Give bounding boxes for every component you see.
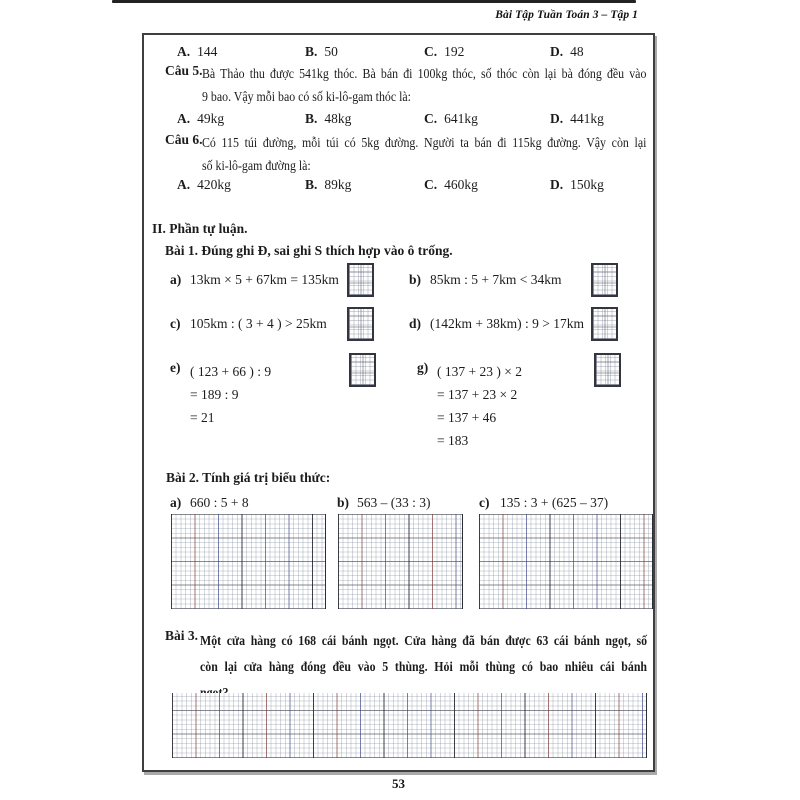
worksheet-content: [144, 35, 653, 770]
answer-option: [550, 111, 604, 127]
working-grid-2b: [338, 514, 463, 609]
answer-option: [305, 177, 351, 193]
item-label-2c: c): [479, 495, 490, 510]
answer-option: [424, 177, 478, 193]
option-letter: D.: [550, 177, 564, 192]
question-text-line: còn lại cửa hàng đóng đều vào 5 thùng. Hỏi mỗi thùng có bao nhiêu cái bánh: [200, 659, 648, 674]
answer-option: [424, 111, 478, 127]
option-value: 89kg: [324, 177, 352, 192]
item-label-g: g): [417, 360, 429, 375]
answer-grid-box-e: [349, 353, 376, 387]
answer-grid-box-c: [347, 307, 374, 341]
option-letter: D.: [550, 44, 564, 59]
option-value: 50: [324, 44, 338, 59]
option-value: 49kg: [197, 111, 225, 126]
equation-line: = 21: [190, 410, 215, 425]
working-grid-2a: [171, 514, 326, 609]
answer-grid-box-b: [591, 263, 618, 297]
answer-option: [424, 44, 464, 60]
options-row-cau6: [144, 177, 653, 195]
working-grid-2c: [479, 514, 653, 609]
question-text-line: Có 115 túi đường, mỗi túi có 5kg đường. Người ta bán đi 115kg đường. Vậy còn lại: [202, 135, 647, 150]
option-letter: A.: [177, 177, 191, 192]
item-expression-b: 85km : 5 + 7km < 34km: [430, 272, 562, 287]
equation-line: = 183: [437, 433, 469, 448]
item-working-g: [437, 360, 522, 452]
option-value: 420kg: [197, 177, 231, 192]
option-letter: D.: [550, 111, 564, 126]
running-head-title: Bài Tập Tuần Toán 3 – Tập 1: [495, 9, 638, 21]
equation-line: = 137 + 23 × 2: [437, 387, 518, 402]
option-value: 641kg: [444, 111, 478, 126]
equation-line: ( 137 + 23 ) × 2: [437, 364, 522, 379]
options-row-cau5: [144, 111, 653, 129]
item-expression-2c: 135 : 3 + (625 – 37): [500, 495, 609, 510]
item-expression-2b: 563 – (33 : 3): [357, 495, 431, 510]
options-row-previous-question: [144, 44, 653, 62]
item-expression-d: (142km + 38km) : 9 > 17km: [430, 316, 584, 331]
item-working-e: [190, 360, 271, 429]
option-value: 150kg: [570, 177, 604, 192]
answer-option: [177, 44, 217, 60]
answer-option: [550, 177, 604, 193]
answer-option: [550, 44, 584, 60]
answer-option: [305, 111, 351, 127]
option-value: 144: [197, 44, 218, 59]
option-letter: B.: [305, 111, 318, 126]
option-letter: B.: [305, 177, 318, 192]
item-label-2b: b): [337, 495, 350, 510]
option-value: 460kg: [444, 177, 478, 192]
item-label-e: e): [170, 360, 181, 375]
option-value: 441kg: [570, 111, 604, 126]
item-label-d: d): [409, 316, 422, 331]
option-letter: C.: [424, 44, 438, 59]
question-text-line: Bà Thảo thu được 541kg thóc. Bà bán đi 100kg thóc, số thóc còn lại bà đóng đều vào: [202, 66, 647, 81]
item-expression-c: 105km : ( 3 + 4 ) > 25km: [190, 316, 327, 331]
answer-grid-box-d: [591, 307, 618, 341]
option-letter: A.: [177, 111, 191, 126]
answer-grid-box-g: [594, 353, 621, 387]
option-value: 192: [444, 44, 465, 59]
item-expression-a: 13km × 5 + 67km = 135km: [190, 272, 339, 287]
bai2-title: Bài 2. Tính giá trị biểu thức:: [166, 470, 331, 485]
section-title-tu-luan: II. Phần tự luận.: [152, 221, 248, 236]
bai1-title: Bài 1. Đúng ghi Đ, sai ghi S thích hợp vào ô trống.: [165, 243, 453, 258]
equation-line: ( 123 + 66 ) : 9: [190, 364, 272, 379]
worksheet-border-box: [142, 33, 655, 772]
question-text-line: số ki-lô-gam đường là:: [202, 157, 311, 173]
answer-option: [177, 177, 231, 193]
answer-option: [305, 44, 338, 60]
item-expression-2a: 660 : 5 + 8: [190, 495, 249, 510]
answer-grid-box-a: [347, 263, 374, 297]
equation-line: = 189 : 9: [190, 387, 239, 402]
option-letter: C.: [424, 177, 438, 192]
option-letter: C.: [424, 111, 438, 126]
option-letter: A.: [177, 44, 191, 59]
question-label: Bài 3.: [165, 628, 199, 643]
working-grid-bai3: [172, 693, 647, 758]
item-label-c: c): [170, 316, 181, 331]
item-label-2a: a): [170, 495, 182, 510]
question-label: Câu 5.: [165, 63, 203, 78]
page-number: 53: [392, 776, 405, 791]
scan-top-edge: [112, 0, 636, 3]
option-letter: B.: [305, 44, 318, 59]
item-label-b: b): [409, 272, 422, 287]
equation-line: = 137 + 46: [437, 410, 497, 425]
answer-option: [177, 111, 224, 127]
question-text-line: 9 bao. Vậy mỗi bao có số ki-lô-gam thóc là:: [202, 88, 411, 104]
question-text-line: Một cửa hàng có 168 cái bánh ngọt. Cửa hàng đã bán được 63 cái bánh ngọt, số: [200, 633, 648, 648]
item-label-a: a): [170, 272, 182, 287]
option-value: 48kg: [324, 111, 352, 126]
option-value: 48: [570, 44, 584, 59]
question-label: Câu 6.: [165, 132, 203, 147]
